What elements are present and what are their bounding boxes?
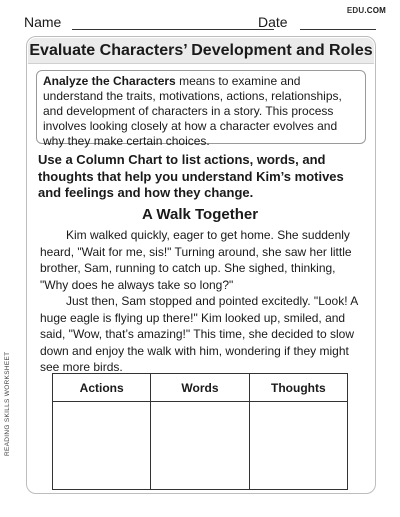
table-row bbox=[53, 402, 348, 490]
side-label bbox=[4, 351, 16, 456]
actions-answer-cell[interactable] bbox=[53, 402, 151, 490]
side-label-text: READING SKILLS WORKSHEET bbox=[4, 351, 11, 456]
column-header-actions: Actions bbox=[53, 374, 151, 402]
brand-name: EDU bbox=[346, 6, 365, 15]
column-chart-table bbox=[52, 373, 348, 490]
words-answer-cell[interactable] bbox=[151, 402, 249, 490]
definition-text: means to examine and understand the traits, motivations, actions, relationships, and development of characters in a story. This process involves looking closely at how a character evolves and why they make certain choices. bbox=[43, 74, 342, 148]
date-label: Date bbox=[258, 14, 288, 30]
instruction-text: Use a Column Chart to list actions, words, and thoughts that help you understand Kim’s motives and feelings and how they change. bbox=[38, 152, 344, 200]
brand-suffix: .COM bbox=[364, 6, 386, 15]
definition-box bbox=[36, 70, 366, 148]
column-header-thoughts: Thoughts bbox=[249, 374, 347, 402]
story-paragraph-2: Just then, Sam stopped and pointed excitedly. "Look! A huge eagle is flying up there!" Kim looked up, smiled, and said, "Wow, that’s amazing!" This time, she decided to slow down and enjoy the walk with him, wondering if they might see more birds. bbox=[40, 294, 358, 374]
table-header-row bbox=[53, 374, 348, 402]
date-input-line[interactable] bbox=[300, 29, 376, 30]
story-title: A Walk Together bbox=[141, 206, 259, 223]
thoughts-answer-cell[interactable] bbox=[249, 402, 347, 490]
story-paragraph-1: Kim walked quickly, eager to get home. She suddenly heard, "Wait for me, sis!" Turning around, she saw her little brother, Sam, running to catch up. She sighed, thinking, "Why does he always take so long?" bbox=[40, 228, 352, 292]
name-label: Name bbox=[24, 14, 62, 30]
brand-logo bbox=[347, 6, 386, 15]
definition-term: Analyze the Characters bbox=[43, 74, 176, 88]
worksheet-title: Evaluate Characters’ Development and Roles bbox=[28, 38, 374, 64]
column-header-words: Words bbox=[151, 374, 249, 402]
header-row bbox=[24, 14, 376, 34]
name-input-line[interactable] bbox=[72, 29, 274, 30]
